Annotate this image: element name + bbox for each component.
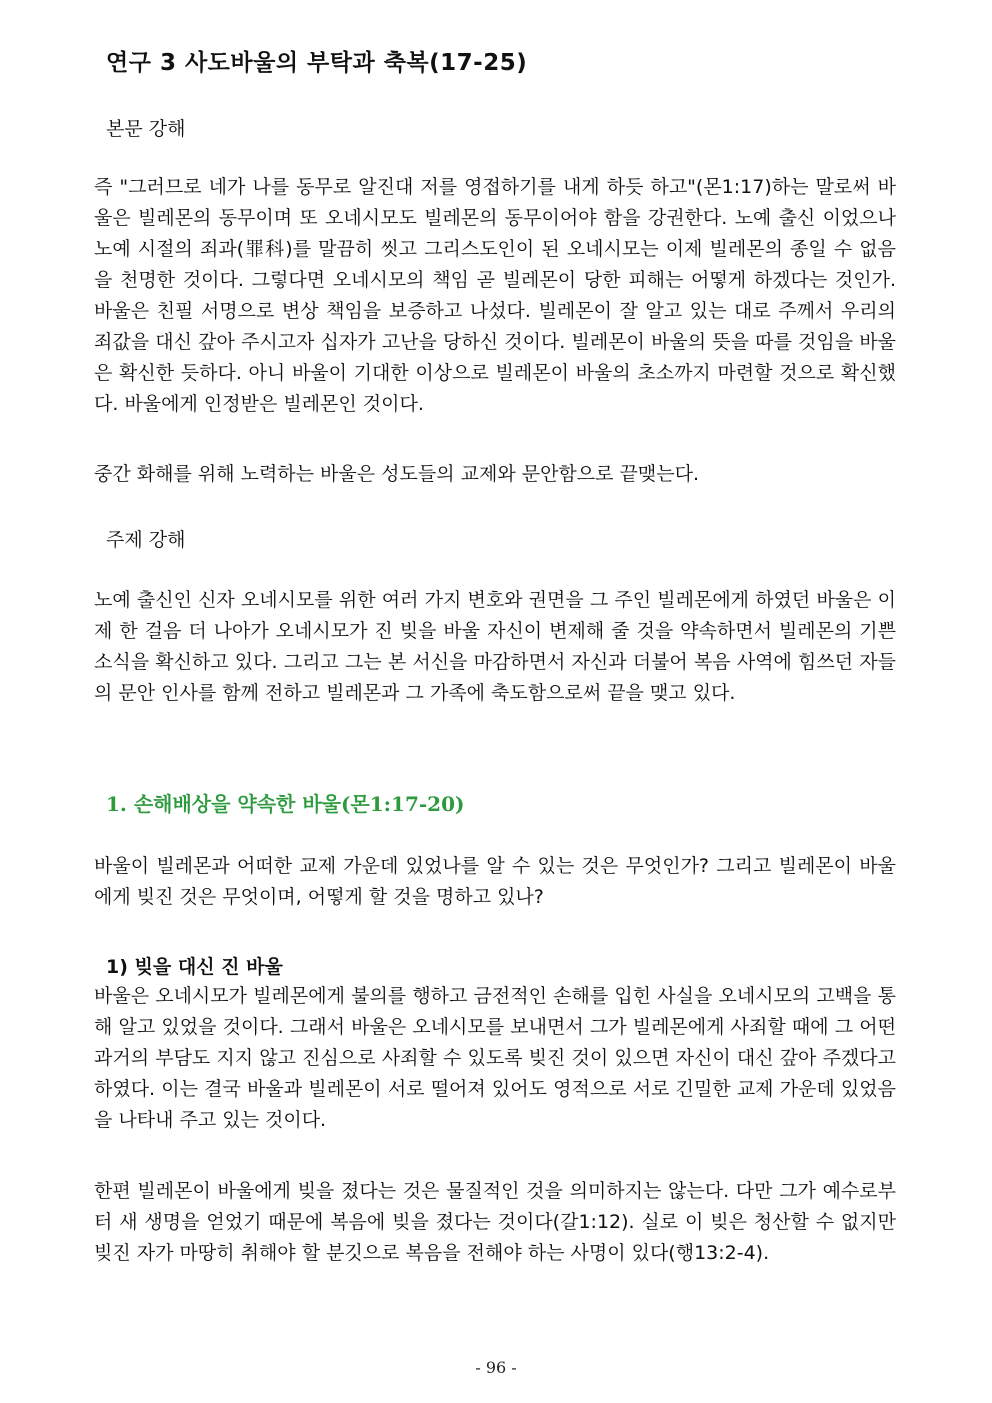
paragraph-debt-1: 바울은 오네시모가 빌레몬에게 불의를 행하고 금전적인 손해를 입힌 사실을 오네시모의 고백을 통해 알고 있었을 것이다. 그래서 바울은 오네시모를 보내면서 그가 빌레몬에게 사죄할 때에 그 어떤 과거의 부담도 지지 않고 진심으로 사죄할 수 있도록 빚진 것이 있으면 자신이 대신 갚아 주겠다고 하였다. 이는 결국 바울과 빌레몬이 서로 떨어져 있어도 영적으로 서로 긴밀한 교제 가운데 있었음을 나타내 주고 있는 것이다. xyxy=(94,985,896,1131)
page-title: 연구 3 사도바울의 부탁과 축복(17-25) xyxy=(106,50,528,76)
page-number: - 96 - xyxy=(475,1358,517,1377)
subheading-debt: 1) 빚을 대신 진 바울 xyxy=(106,956,283,978)
paragraph-text-commentary: 즉 "그러므로 네가 나를 동무로 알진대 저를 영접하기를 내게 하듯 하고"(몬1:17)하는 말로써 바울은 빌레몬의 동무이며 또 오네시모도 빌레몬의 동무이어야 함을 강권한다. 노예 출신 이었으나 노예 시절의 죄과(罪科)를 말끔히 씻고 그리스도인이 된 오네시모는 이제 빌레몬의 종일 수 없음을 천명한 것이다. 그렇다면 오네시모의 책임 곧 빌레몬이 당한 피해는 어떻게 하겠다는 것인가. 바울은 친필 서명으로 변상 책임을 보증하고 나섰다. 빌레몬이 잘 알고 있는 대로 주께서 우리의 죄값을 대신 갚아 주시고자 십자가 고난을 당하신 것이다. 빌레몬이 바울의 뜻을 따를 것임을 바울은 확신한 듯하다. 아니 바울이 기대한 이상으로 빌레몬이 바울의 초소까지 마련할 것으로 확신했다. 바울에게 인정받은 빌레몬인 것이다. xyxy=(94,176,896,415)
paragraph-text-commentary-closing: 중간 화해를 위해 노력하는 바울은 성도들의 교제와 문안함으로 끝맺는다. xyxy=(94,463,699,485)
section-heading-theme-commentary: 주제 강해 xyxy=(106,529,186,551)
paragraph-debt-2: 한편 빌레몬이 바울에게 빚을 졌다는 것은 물질적인 것을 의미하지는 않는다. 다만 그가 예수로부터 새 생명을 얻었기 때문에 복음에 빚을 졌다는 것이다(갈1:12). 실로 이 빚은 청산할 수 없지만 빚진 자가 마땅히 취해야 할 분깃으로 복음을 전해야 하는 사명이 있다(행13:2-4). xyxy=(94,1180,896,1264)
paragraph-theme-commentary: 노예 출신인 신자 오네시모를 위한 여러 가지 변호와 권면을 그 주인 빌레몬에게 하였던 바울은 이제 한 걸음 더 나아가 오네시모가 진 빚을 바울 자신이 변제해 줄 것을 약속하면서 빌레몬의 기쁜 소식을 확신하고 있다. 그리고 그는 본 서신을 마감하면서 자신과 더불어 복음 사역에 힘쓰던 자들의 문안 인사를 함께 전하고 빌레몬과 그 가족에 축도함으로써 끝을 맺고 있다. xyxy=(94,589,896,704)
point-heading-compensation: 1. 손해배상을 약속한 바울(몬1:17-20) xyxy=(106,792,465,816)
question-paragraph: 바울이 빌레몬과 어떠한 교제 가운데 있었나를 알 수 있는 것은 무엇인가? 그리고 빌레몬이 바울에게 빚진 것은 무엇이며, 어떻게 할 것을 명하고 있나? xyxy=(94,855,896,908)
section-heading-text-commentary: 본문 강해 xyxy=(106,118,186,140)
